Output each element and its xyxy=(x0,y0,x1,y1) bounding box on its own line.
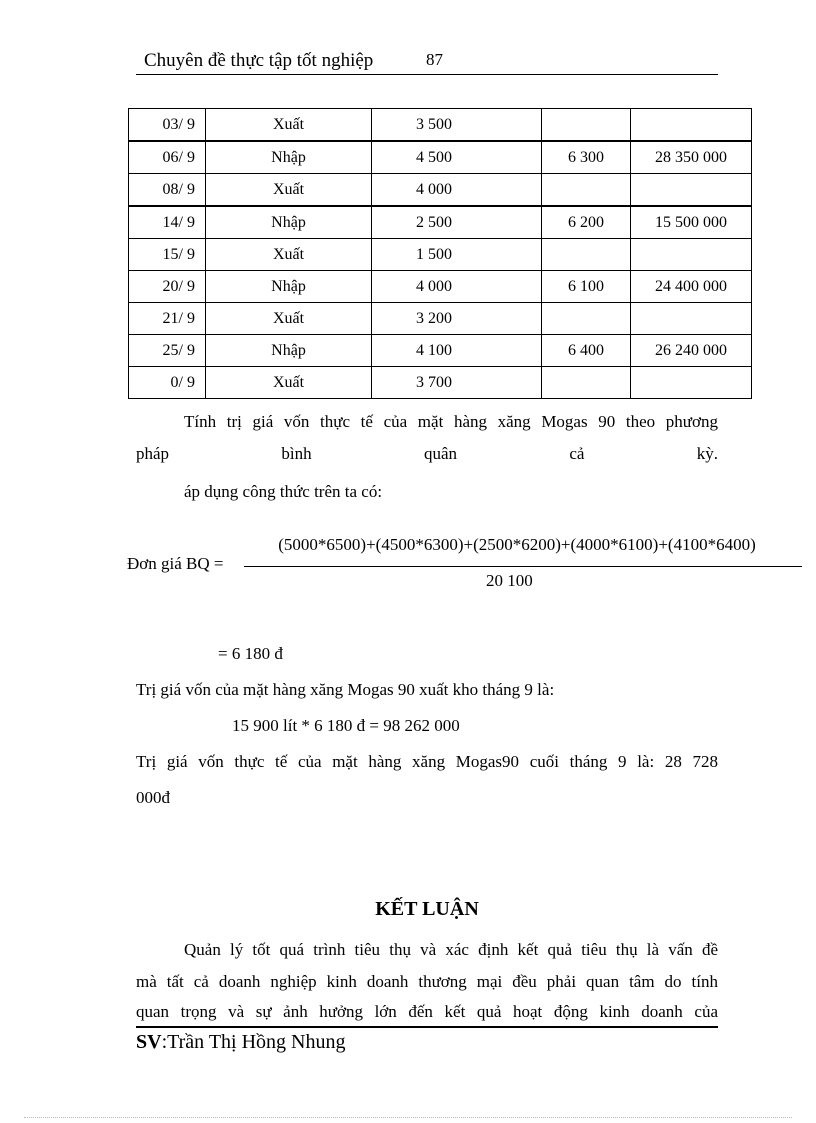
footer-author xyxy=(136,1031,345,1054)
cell-type: Nhập xyxy=(206,206,372,239)
cell-qty: 3 700 xyxy=(372,367,542,399)
table-row xyxy=(129,335,752,367)
cell-date: 20/ 9 xyxy=(129,271,206,303)
table-row xyxy=(129,303,752,335)
cell-qty: 4 000 xyxy=(372,271,542,303)
cell-qty: 4 000 xyxy=(372,174,542,207)
cell-amount xyxy=(631,174,752,207)
table-row xyxy=(129,367,752,399)
table-row xyxy=(129,109,752,142)
unit-price-result: = 6 180 đ xyxy=(218,644,283,663)
table-row xyxy=(129,141,752,174)
cell-price: 6 200 xyxy=(542,206,631,239)
cell-amount xyxy=(631,303,752,335)
cell-date: 06/ 9 xyxy=(129,141,206,174)
cell-price xyxy=(542,239,631,271)
footer-prefix: SV xyxy=(136,1031,162,1053)
export-value-label: Trị giá vốn của mặt hàng xăng Mogas 90 xuất kho tháng 9 là: xyxy=(136,680,555,699)
cell-amount xyxy=(631,109,752,142)
cell-type: Nhập xyxy=(206,271,372,303)
formula-label: Đơn giá BQ = xyxy=(127,554,224,573)
cell-amount: 28 350 000 xyxy=(631,141,752,174)
conclusion-line-3: quan trọng và sự ảnh hưởng lớn đến kết quả hoạt động kinh doanh của xyxy=(136,1002,718,1021)
page-edge-dots xyxy=(24,1117,792,1118)
cell-amount: 24 400 000 xyxy=(631,271,752,303)
cell-type: Xuất xyxy=(206,174,372,207)
apply-formula-text: áp dụng công thức trên ta có: xyxy=(184,482,383,501)
cell-qty: 2 500 xyxy=(372,206,542,239)
inventory-table xyxy=(128,108,752,399)
cell-price xyxy=(542,303,631,335)
cell-date: 03/ 9 xyxy=(129,109,206,142)
table-row xyxy=(129,174,752,207)
footer-rule xyxy=(136,1026,718,1028)
table-row xyxy=(129,239,752,271)
cell-qty: 4 100 xyxy=(372,335,542,367)
cell-type: Nhập xyxy=(206,141,372,174)
cell-price: 6 400 xyxy=(542,335,631,367)
cell-amount xyxy=(631,367,752,399)
page-number: 87 xyxy=(426,50,443,69)
export-value-calc: 15 900 lít * 6 180 đ = 98 262 000 xyxy=(232,716,460,735)
cell-qty: 4 500 xyxy=(372,141,542,174)
cell-date: 08/ 9 xyxy=(129,174,206,207)
cell-type: Xuất xyxy=(206,239,372,271)
page-header xyxy=(136,48,718,75)
cell-price xyxy=(542,367,631,399)
intro-line-2: pháp bình quân cả kỳ. xyxy=(136,444,718,463)
cell-price: 6 100 xyxy=(542,271,631,303)
cell-price xyxy=(542,174,631,207)
end-value-line-2: 000đ xyxy=(136,788,170,807)
cell-type: Xuất xyxy=(206,303,372,335)
conclusion-heading: KẾT LUẬN xyxy=(375,898,479,920)
footer-name: :Trần Thị Hồng Nhung xyxy=(161,1031,346,1053)
conclusion-line-2: mà tất cả doanh nghiệp kinh doanh thương mại đều phải quan tâm do tính xyxy=(136,972,718,991)
cell-price xyxy=(542,109,631,142)
end-value-line-1: Trị giá vốn thực tế của mặt hàng xăng Mogas90 cuối tháng 9 là: 28 728 xyxy=(136,752,718,771)
table-row xyxy=(129,271,752,303)
cell-amount: 15 500 000 xyxy=(631,206,752,239)
cell-type: Nhập xyxy=(206,335,372,367)
cell-type: Xuất xyxy=(206,109,372,142)
header-title: Chuyên đề thực tập tốt nghiệp xyxy=(144,50,374,71)
cell-price: 6 300 xyxy=(542,141,631,174)
cell-qty: 1 500 xyxy=(372,239,542,271)
cell-date: 14/ 9 xyxy=(129,206,206,239)
cell-qty: 3 200 xyxy=(372,303,542,335)
cell-amount xyxy=(631,239,752,271)
cell-qty: 3 500 xyxy=(372,109,542,142)
cell-date: 0/ 9 xyxy=(129,367,206,399)
cell-type: Xuất xyxy=(206,367,372,399)
conclusion-line-1: Quản lý tốt quá trình tiêu thụ và xác định kết quả tiêu thụ là vấn đề xyxy=(184,940,718,959)
table-row xyxy=(129,206,752,239)
formula-denominator: 20 100 xyxy=(486,571,533,590)
cell-date: 25/ 9 xyxy=(129,335,206,367)
cell-amount: 26 240 000 xyxy=(631,335,752,367)
intro-line-1: Tính trị giá vốn thực tế của mặt hàng xăng Mogas 90 theo phương xyxy=(184,412,718,431)
formula-numerator: (5000*6500)+(4500*6300)+(2500*6200)+(4000*6100)+(4100*6400) xyxy=(278,535,756,554)
cell-date: 21/ 9 xyxy=(129,303,206,335)
cell-date: 15/ 9 xyxy=(129,239,206,271)
